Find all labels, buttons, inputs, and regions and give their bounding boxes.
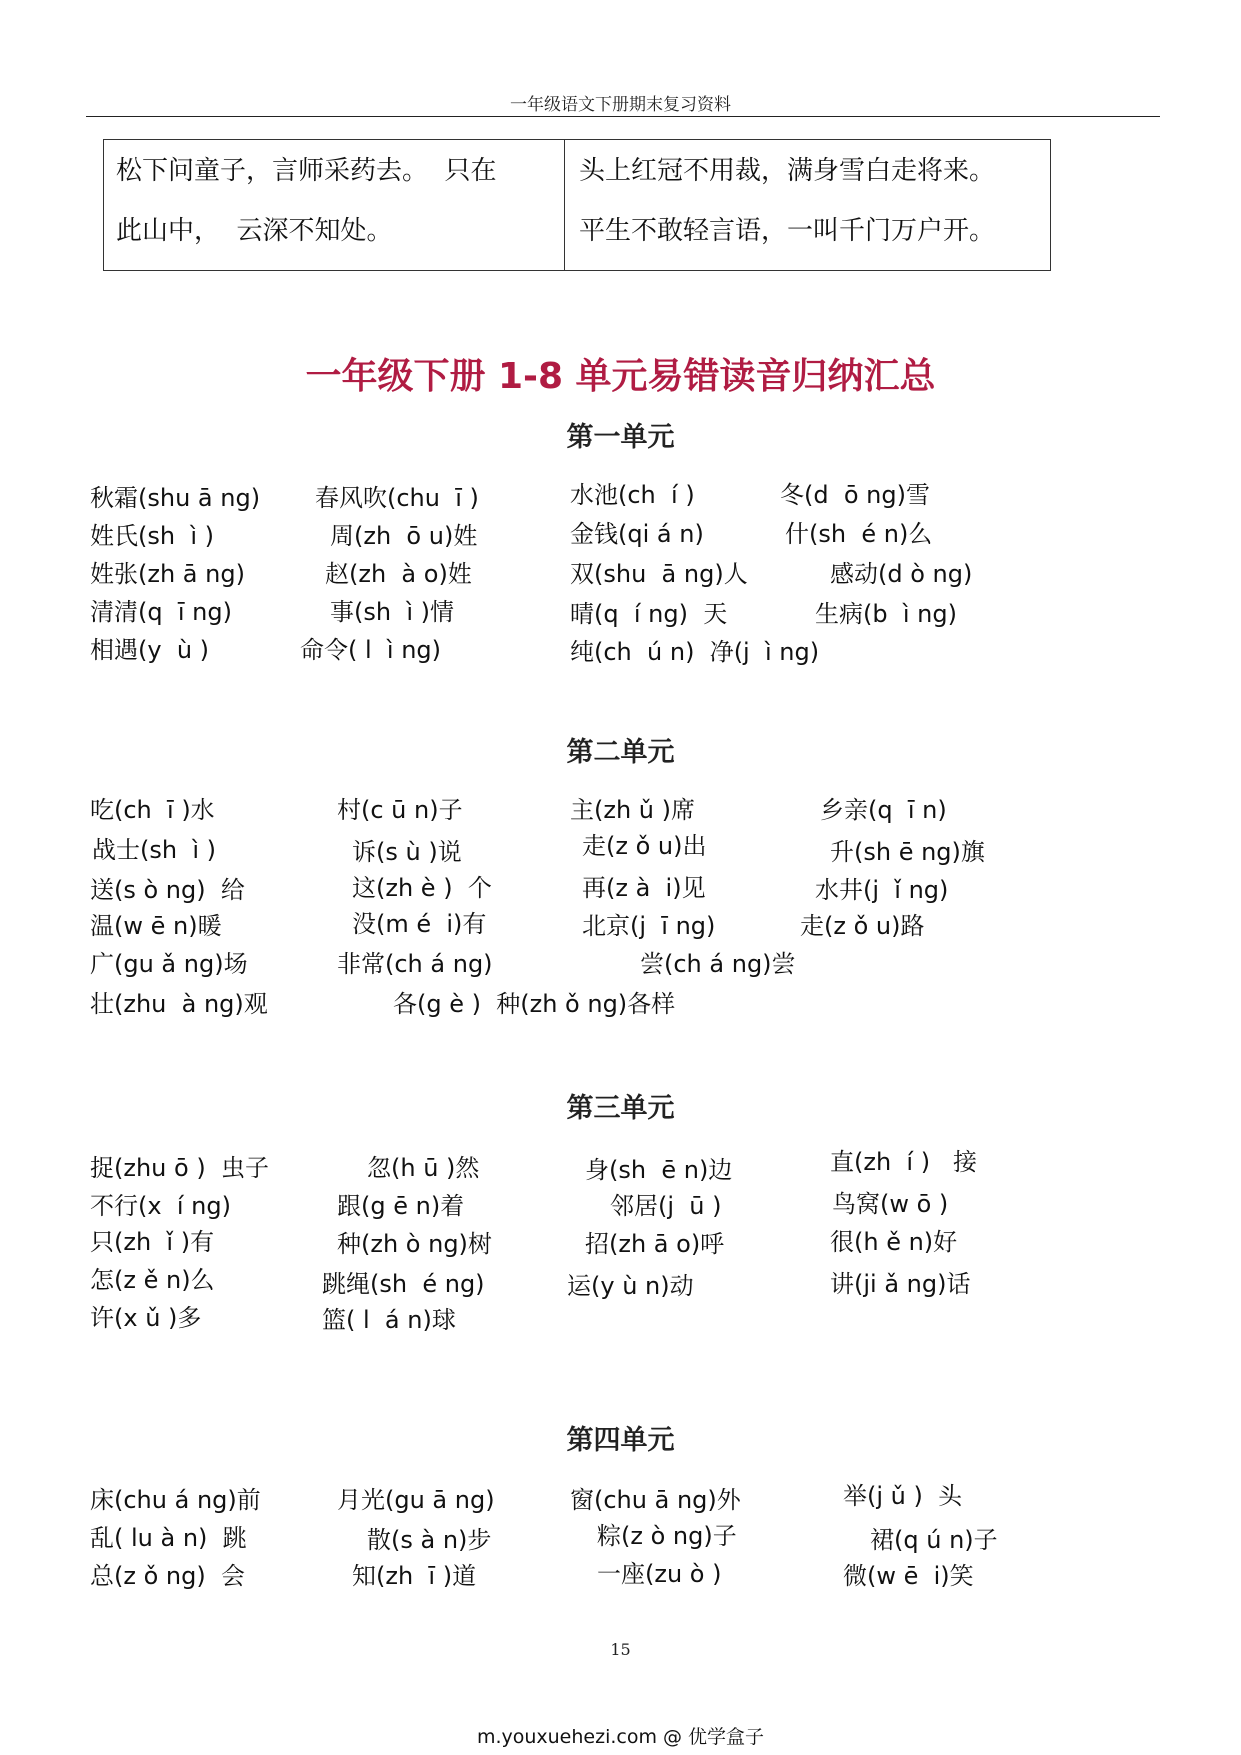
unit-1-entry: 事(sh ì )情 bbox=[330, 598, 454, 626]
unit-2-entry: 再(z à i)见 bbox=[582, 874, 706, 902]
poem-right-line-1: 头上红冠不用裁，满身雪白走将来。 bbox=[579, 156, 996, 186]
unit-1-entry: 秋霜(shu ā ng) bbox=[90, 484, 261, 512]
unit-2-entry: 各(g è ) 种(zh ǒ ng)各样 bbox=[393, 990, 676, 1018]
unit-3-entry: 忽(h ū )然 bbox=[367, 1154, 480, 1182]
unit-3-entry: 很(h ě n)好 bbox=[830, 1228, 958, 1256]
unit-1-entry: 什(sh é n)么 bbox=[785, 520, 933, 548]
unit-3-title: 第三单元 bbox=[566, 1093, 675, 1124]
poem-left-line-1: 松下问童子，言师采药去。 只在 bbox=[116, 156, 497, 186]
unit-2-entry: 非常(ch á ng) bbox=[337, 950, 493, 978]
unit-3-entry: 招(zh ā o)呼 bbox=[585, 1230, 725, 1258]
unit-1-entry: 晴(q í ng) 天 bbox=[570, 600, 728, 628]
unit-4-entry: 裙(q ú n)子 bbox=[870, 1526, 998, 1554]
unit-3-entry: 跟(g ē n)着 bbox=[337, 1192, 465, 1220]
watermark-text: m.youxuehezi.com @ 优学盒子 bbox=[476, 1726, 765, 1748]
unit-1-entry: 清清(q ī ng) bbox=[90, 598, 232, 626]
unit-2-entry: 水井(j ǐ ng) bbox=[815, 876, 949, 904]
unit-4-entry: 一座(zu ò ) bbox=[597, 1560, 722, 1588]
unit-3-entry: 种(zh ò ng)树 bbox=[337, 1230, 492, 1258]
unit-3-entry: 不行(x í ng) bbox=[90, 1192, 231, 1220]
unit-4-entry: 窗(chu ā ng)外 bbox=[570, 1486, 741, 1514]
unit-2-entry: 村(c ū n)子 bbox=[337, 796, 463, 824]
unit-4-entry: 总(z ǒ ng) 会 bbox=[90, 1562, 245, 1590]
unit-1-entry: 水池(ch í ) bbox=[570, 481, 695, 509]
unit-2-entry: 诉(s ù )说 bbox=[352, 838, 462, 866]
unit-1-entry: 姓张(zh ā ng) bbox=[90, 560, 245, 588]
unit-1-entry: 命令( l ì ng) bbox=[300, 636, 442, 664]
unit-3-entry: 篮( l á n)球 bbox=[322, 1306, 456, 1334]
unit-1-entry: 双(shu ā ng)人 bbox=[570, 560, 748, 588]
unit-4-entry: 床(chu á ng)前 bbox=[90, 1486, 261, 1514]
main-title: 一年级下册 1-8 单元易错读音归纳汇总 bbox=[305, 356, 936, 397]
unit-2-entry: 走(z ǒ u)路 bbox=[800, 912, 925, 940]
unit-4-entry: 微(w ē i)笑 bbox=[843, 1562, 974, 1590]
unit-4-entry: 举(j ǔ ) 头 bbox=[843, 1482, 963, 1510]
unit-2-entry: 战士(sh ì ) bbox=[92, 836, 216, 864]
header-rule bbox=[86, 116, 1160, 117]
unit-1-title: 第一单元 bbox=[566, 422, 675, 453]
unit-1-entry: 感动(d ò ng) bbox=[830, 560, 973, 588]
unit-4-title: 第四单元 bbox=[566, 1425, 675, 1456]
unit-2-entry: 送(s ò ng) 给 bbox=[90, 876, 245, 904]
poem-table-divider bbox=[564, 140, 565, 270]
unit-3-entry: 捉(zhu ō ) 虫子 bbox=[90, 1154, 269, 1182]
poem-table bbox=[103, 139, 1051, 271]
unit-1-entry: 生病(b ì ng) bbox=[815, 600, 957, 628]
unit-1-entry: 金钱(qi á n) bbox=[570, 520, 704, 548]
unit-2-entry: 走(z ǒ u)出 bbox=[582, 832, 707, 860]
unit-3-entry: 邻居(j ū ) bbox=[610, 1192, 722, 1220]
unit-1-entry: 冬(d ō ng)雪 bbox=[780, 481, 930, 509]
unit-2-entry: 主(zh ǔ )席 bbox=[570, 796, 696, 824]
unit-1-entry: 纯(ch ú n) 净(j ì ng) bbox=[570, 638, 820, 666]
unit-4-entry: 乱( lu à n) 跳 bbox=[90, 1524, 247, 1552]
unit-1-entry: 姓氏(sh ì ) bbox=[90, 522, 214, 550]
page-number: 15 bbox=[610, 1640, 631, 1659]
unit-4-entry: 散(s à n)步 bbox=[367, 1526, 492, 1554]
unit-3-entry: 身(sh ē n)边 bbox=[585, 1156, 733, 1184]
unit-3-entry: 运(y ù n)动 bbox=[567, 1272, 694, 1300]
unit-3-entry: 鸟窝(w ō ) bbox=[832, 1190, 949, 1218]
unit-2-entry: 壮(zhu à ng)观 bbox=[90, 990, 268, 1018]
unit-2-entry: 广(gu ǎ ng)场 bbox=[90, 950, 248, 978]
unit-1-entry: 周(zh ō u)姓 bbox=[330, 522, 478, 550]
page-header: 一年级语文下册期末复习资料 bbox=[510, 95, 731, 115]
unit-2-entry: 尝(ch á ng)尝 bbox=[640, 950, 796, 978]
unit-2-entry: 没(m é i)有 bbox=[352, 910, 487, 938]
unit-3-entry: 讲(ji ǎ ng)话 bbox=[830, 1270, 971, 1298]
unit-4-entry: 知(zh ī )道 bbox=[352, 1562, 477, 1590]
unit-2-title: 第二单元 bbox=[566, 737, 675, 768]
unit-3-entry: 跳绳(sh é ng) bbox=[322, 1270, 485, 1298]
poem-right-line-2: 平生不敢轻言语，一叫千门万户开。 bbox=[579, 216, 996, 246]
unit-4-entry: 月光(gu ā ng) bbox=[337, 1486, 495, 1514]
unit-1-entry: 春风吹(chu ī ) bbox=[315, 484, 479, 512]
unit-2-entry: 乡亲(q ī n) bbox=[820, 796, 947, 824]
unit-2-entry: 吃(ch ī )水 bbox=[90, 796, 215, 824]
unit-4-entry: 粽(z ò ng)子 bbox=[597, 1522, 737, 1550]
unit-3-entry: 只(zh ǐ )有 bbox=[90, 1228, 215, 1256]
unit-3-entry: 许(x ǔ )多 bbox=[90, 1304, 202, 1332]
unit-1-entry: 赵(zh à o)姓 bbox=[325, 560, 472, 588]
unit-2-entry: 北京(j ī ng) bbox=[582, 912, 716, 940]
unit-1-entry: 相遇(y ù ) bbox=[90, 636, 210, 664]
poem-left-line-2: 此山中， 云深不知处。 bbox=[116, 216, 393, 246]
unit-3-entry: 直(zh í ) 接 bbox=[830, 1148, 977, 1176]
unit-2-entry: 温(w ē n)暖 bbox=[90, 912, 222, 940]
unit-2-entry: 这(zh è ) 个 bbox=[352, 874, 492, 902]
unit-2-entry: 升(sh ē ng)旗 bbox=[830, 838, 985, 866]
unit-3-entry: 怎(z ě n)么 bbox=[90, 1266, 215, 1294]
